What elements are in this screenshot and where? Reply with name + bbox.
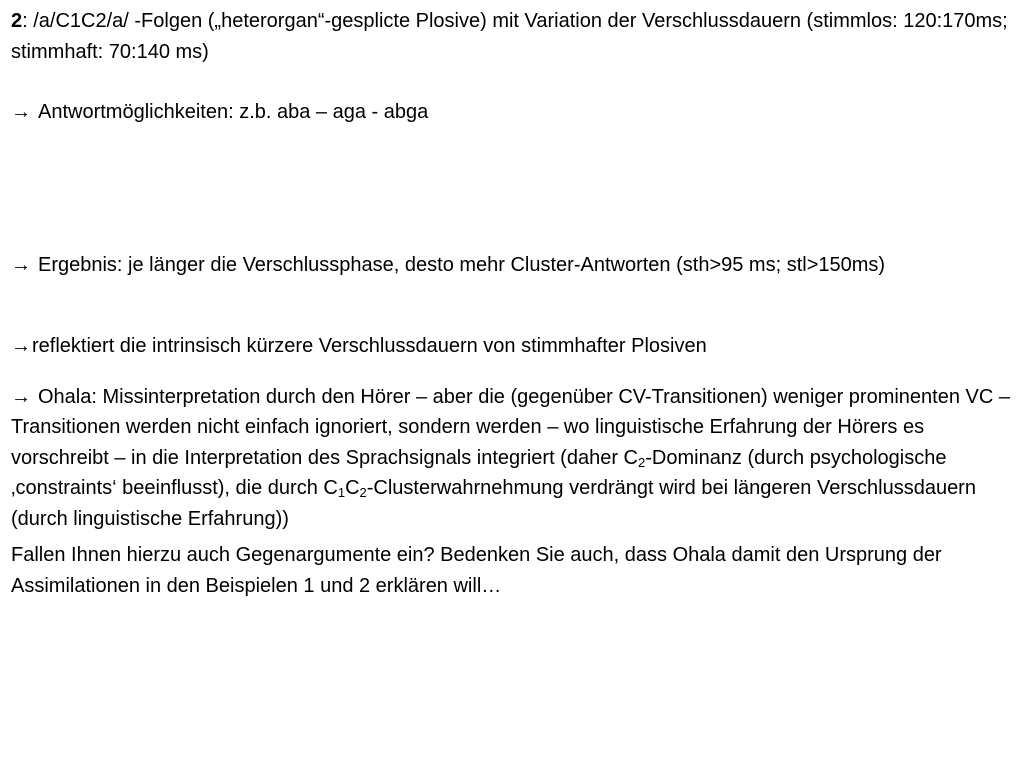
slide-content (11, 6, 1011, 601)
subscript-2: 2 (638, 454, 646, 470)
ohala-text-1: Ohala: Missinterpretation durch den Hörer – aber die (gegenüber CV-Transitionen) weniger prominenten VC –Transitionen werden nicht einfach ignoriert, sondern werden – wo linguistische Erfahrung der Hörers es vorschreibt – in die Interpretation des Sprachsignals integriert (daher C (11, 385, 1011, 469)
result-text: Ergebnis: je länger die Verschlussphase, desto mehr Cluster-Antworten (sth>95 ms; stl>150ms) (38, 253, 886, 276)
paragraph-answers (11, 97, 1011, 128)
paragraph-question (11, 540, 1011, 601)
subscript-1: 1 (337, 485, 346, 500)
ohala-text-2: -Dominanz (durch psychologische ‚constraints‘ beeinflusst), die durch C (11, 446, 947, 499)
intro-text: : /a/C1C2/a/ -Folgen („heterorgan“-gesplicte Plosive) mit Variation der Verschlussdauern (stimmlos: 120:170ms; stimmhaft: 70:140 ms) (11, 10, 1008, 63)
paragraph-intro (11, 6, 1011, 67)
example-number: 2 (11, 10, 23, 32)
arrow-right-icon: → (11, 335, 31, 357)
ohala-text-3: C (345, 477, 360, 499)
ohala-text-4: -Clusterwahrnehmung verdrängt wird bei längeren Verschlussdauern (durch linguistische Erfahrung)) (11, 477, 976, 530)
paragraph-result (11, 250, 1011, 281)
question-text: Fallen Ihnen hierzu auch Gegenargumente ein? Bedenken Sie auch, dass Ohala damit den Ursprung der Assimilationen in den Beispielen 1 und 2 erklären will… (11, 544, 942, 597)
arrow-right-icon: → (11, 253, 31, 276)
paragraph-reflects (11, 331, 1011, 362)
subscript-2b: 2 (359, 485, 367, 500)
answers-text: Antwortmöglichkeiten: z.b. aba – aga - abga (38, 101, 429, 123)
paragraph-ohala (11, 382, 1011, 535)
arrow-right-icon: → (11, 385, 31, 408)
arrow-right-icon: → (11, 101, 31, 123)
reflects-text: reflektiert die intrinsisch kürzere Verschlussdauern von stimmhafter Plosiven (32, 335, 707, 357)
